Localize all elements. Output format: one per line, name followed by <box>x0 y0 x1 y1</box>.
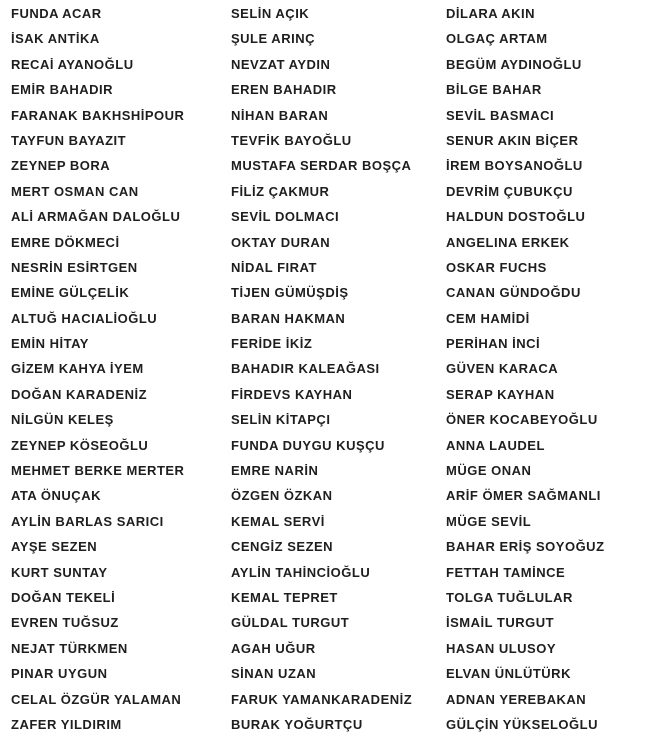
name-list-item: EMİR BAHADIR <box>11 82 114 98</box>
name-list-item: İSMAİL TURGUT <box>446 615 555 631</box>
name-list-item: İREM BOYSANOĞLU <box>446 158 583 174</box>
name-list-item: HALDUN DOSTOĞLU <box>446 209 586 225</box>
name-list-item: NİHAN BARAN <box>231 107 329 123</box>
name-list-item: NİDAL FIRAT <box>231 259 317 275</box>
name-list-item: SERAP KAYHAN <box>446 386 555 402</box>
name-list-item: ŞULE ARINÇ <box>231 31 315 47</box>
name-list-item: PINAR UYGUN <box>11 666 108 682</box>
name-list-item: BURAK YOĞURTÇU <box>231 716 363 732</box>
name-list-item: MÜGE ONAN <box>446 463 532 479</box>
name-list-item: BEGÜM AYDINOĞLU <box>446 56 582 72</box>
name-list-item: NEVZAT AYDIN <box>231 56 331 72</box>
name-list-item: OLGAÇ ARTAM <box>446 31 548 47</box>
name-list-item: ELVAN ÜNLÜTÜRK <box>446 666 571 682</box>
name-list-item: MUSTAFA SERDAR BOŞÇA <box>231 158 412 174</box>
name-list-item: TEVFİK BAYOĞLU <box>231 132 352 148</box>
name-list-item: DOĞAN TEKELİ <box>11 589 116 605</box>
name-list-item: GÜLÇİN YÜKSELOĞLU <box>446 716 598 732</box>
name-list-item: GÜVEN KARACA <box>446 361 559 377</box>
name-list-item: TOLGA TUĞLULAR <box>446 589 573 605</box>
name-list-item: EREN BAHADIR <box>231 82 337 98</box>
name-list-item: OSKAR FUCHS <box>446 259 547 275</box>
name-list-item: BAHADIR KALEAĞASI <box>231 361 380 377</box>
name-list-item: MERT OSMAN CAN <box>11 183 139 199</box>
name-list-item: CANAN GÜNDOĞDU <box>446 285 581 301</box>
name-list-item: SİNAN UZAN <box>231 666 317 682</box>
name-list-item: ZEYNEP BORA <box>11 158 111 174</box>
name-list-item: AYLİN BARLAS SARICI <box>11 513 164 529</box>
name-list-item: İSAK ANTİKA <box>11 31 100 47</box>
name-list-item: SEVİL BASMACI <box>446 107 555 123</box>
name-list-item: ARİF ÖMER SAĞMANLI <box>446 488 601 504</box>
name-column-1 <box>11 1 221 737</box>
name-list-item: FERİDE İKİZ <box>231 336 313 352</box>
name-list-item: KURT SUNTAY <box>11 564 108 580</box>
name-list-item: NEJAT TÜRKMEN <box>11 640 128 656</box>
name-list-item: FUNDA DUYGU KUŞÇU <box>231 437 385 453</box>
name-list-item: BARAN HAKMAN <box>231 310 346 326</box>
name-list-item: DOĞAN KARADENİZ <box>11 386 148 402</box>
name-list-item: SELİN AÇIK <box>231 6 310 21</box>
name-list-item: KEMAL TEPRET <box>231 589 338 605</box>
name-column-3 <box>446 1 646 737</box>
name-list-item: AGAH UĞUR <box>231 640 316 656</box>
name-list-item: EMİN HİTAY <box>11 336 89 352</box>
name-list-item: OKTAY DURAN <box>231 234 331 250</box>
name-list-item: EVREN TUĞSUZ <box>11 615 119 631</box>
name-list-item: KEMAL SERVİ <box>231 513 325 529</box>
name-list-item: BİLGE BAHAR <box>446 82 542 98</box>
name-list-item: RECAİ AYANOĞLU <box>11 56 134 72</box>
name-list-item: ÖNER KOCABEYOĞLU <box>446 412 598 428</box>
name-list-item: FİRDEVS KAYHAN <box>231 386 353 402</box>
name-list-item: GÜLDAL TURGUT <box>231 615 350 631</box>
name-list-item: CEM HAMİDİ <box>446 310 530 326</box>
name-list-item: TİJEN GÜMÜŞDİŞ <box>231 285 349 301</box>
name-list-item: CENGİZ SEZEN <box>231 539 334 555</box>
name-list-item: ANGELINA ERKEK <box>446 234 570 250</box>
name-list-item: ALİ ARMAĞAN DALOĞLU <box>11 209 181 225</box>
name-list-item: MEHMET BERKE MERTER <box>11 463 185 479</box>
name-list-item: NİLGÜN KELEŞ <box>11 412 114 428</box>
name-list-item: EMRE NARİN <box>231 463 319 479</box>
name-list-item: ALTUĞ HACIALİOĞLU <box>11 310 158 326</box>
name-list-item: AYLİN TAHİNCİOĞLU <box>231 564 371 580</box>
name-list-item: ATA ÖNUÇAK <box>11 488 101 504</box>
name-list-item: SEVİL DOLMACI <box>231 209 340 225</box>
name-list-item: FUNDA ACAR <box>11 6 102 21</box>
name-list-item: SELİN KİTAPÇI <box>231 412 331 428</box>
name-list-item: ANNA LAUDEL <box>446 437 545 453</box>
name-list-item: EMİNE GÜLÇELİK <box>11 285 130 301</box>
name-list-item: HASAN ULUSOY <box>446 640 557 656</box>
name-column-2 <box>231 1 441 737</box>
name-list-item: MÜGE SEVİL <box>446 513 532 529</box>
name-list-item: NESRİN ESİRTGEN <box>11 259 138 275</box>
name-list-item: CELAL ÖZGÜR YALAMAN <box>11 691 182 707</box>
name-list-item: FARANAK BAKHSHİPOUR <box>11 107 185 123</box>
name-list-item: BAHAR ERİŞ SOYOĞUZ <box>446 539 605 555</box>
name-list-item: AYŞE SEZEN <box>11 539 98 555</box>
name-list-item: TAYFUN BAYAZIT <box>11 132 127 148</box>
name-list-item: ZAFER YILDIRIM <box>11 716 122 732</box>
name-list-item: SENUR AKIN BİÇER <box>446 132 579 148</box>
name-list-item: FARUK YAMANKARADENİZ <box>231 691 413 707</box>
name-list-item: GİZEM KAHYA İYEM <box>11 361 144 377</box>
name-list-item: DİLARA AKIN <box>446 6 536 21</box>
name-list-item: PERİHAN İNCİ <box>446 336 541 352</box>
name-list-item: FİLİZ ÇAKMUR <box>231 183 330 199</box>
name-list-item: ÖZGEN ÖZKAN <box>231 488 333 504</box>
name-list-item: DEVRİM ÇUBUKÇU <box>446 183 573 199</box>
name-list-item: FETTAH TAMİNCE <box>446 564 566 580</box>
name-list-item: ADNAN YEREBAKAN <box>446 691 587 707</box>
name-list-item: EMRE DÖKMECİ <box>11 234 120 250</box>
name-list-item: ZEYNEP KÖSEOĞLU <box>11 437 149 453</box>
